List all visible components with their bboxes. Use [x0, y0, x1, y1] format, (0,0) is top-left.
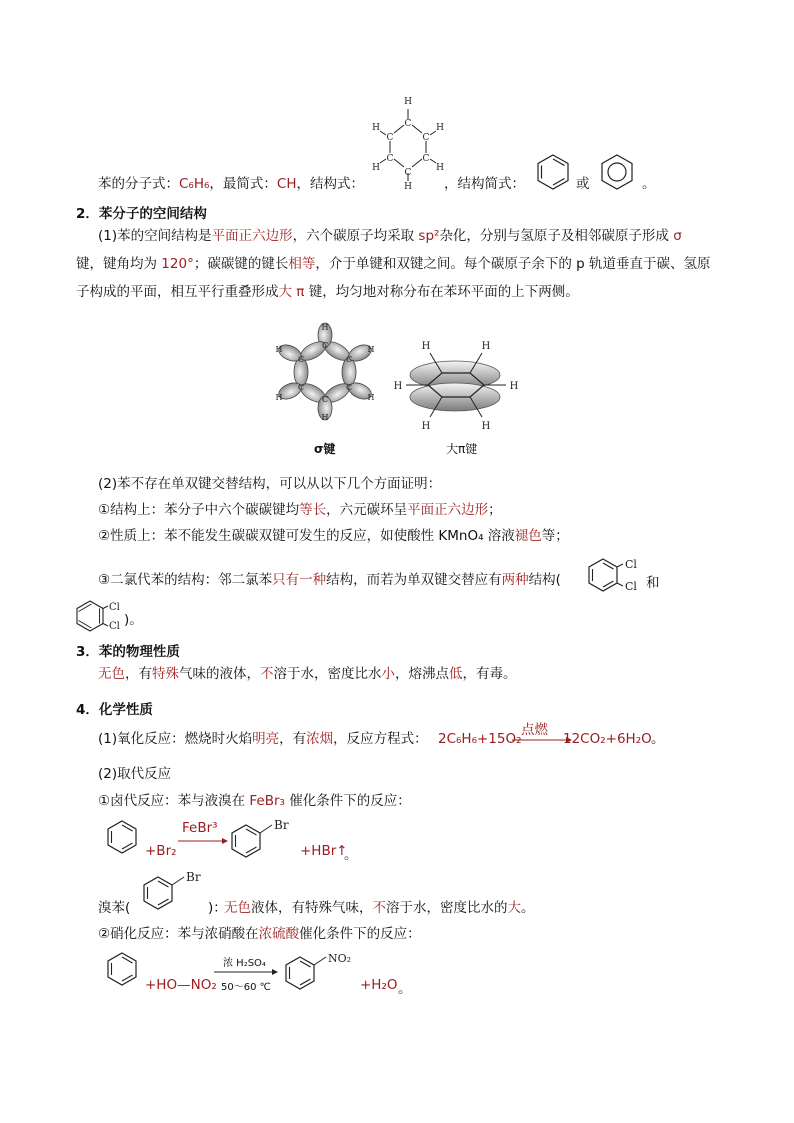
paragraph-line: [98, 920, 421, 948]
benzene-icon: [104, 950, 144, 990]
highlighted-term: 褪色: [514, 528, 542, 544]
highlighted-term: 低: [449, 666, 463, 682]
highlighted-term: 浓硫酸: [258, 926, 300, 942]
paragraph-line: (2)苯不存在单双键交替结构，可以从以下几个方面证明：: [98, 476, 442, 492]
text-run: ，熔沸点: [395, 666, 449, 682]
text-run: 催化条件下的反应：: [284, 793, 411, 809]
atom-h: H: [481, 341, 491, 352]
paragraph-line: [76, 250, 710, 278]
atom-h: H: [275, 345, 283, 354]
atom-h: H: [275, 393, 283, 402]
atom-h: H: [321, 413, 329, 422]
highlighted-term: 等长: [299, 502, 327, 518]
atom-h: H: [404, 182, 412, 192]
bromobenzene-close: )：: [208, 900, 227, 916]
benzene-structural-formula: [372, 93, 452, 192]
text-run: (1)氧化反应：燃烧时火焰: [98, 731, 253, 747]
hbr-byproduct: +HBr↑: [300, 843, 348, 859]
paragraph-line: [98, 222, 682, 250]
atom-c: C: [321, 341, 329, 350]
paragraph-line: [76, 278, 579, 306]
pi-bond-figure: [390, 335, 520, 435]
empirical-formula: CH: [276, 176, 297, 192]
section-heading-structure: 2．苯分子的空间结构: [76, 206, 207, 222]
text-run: 液体，有特殊气味，: [251, 900, 373, 916]
text-run: 结构，而若为单双键交替应有: [326, 572, 502, 588]
bromobenzene-lead: 溴苯(: [98, 900, 131, 916]
text-run: 溶于水，密度比水: [273, 666, 382, 682]
paragraph-line: (2)取代反应: [98, 766, 172, 782]
highlighted-term: 平面正六边形: [407, 502, 489, 518]
section-heading-chemical: 4．化学性质: [76, 702, 153, 718]
highlighted-term: σ: [673, 228, 682, 244]
nitrobenzene-icon: [282, 950, 362, 996]
kekule-benzene-icon: [533, 152, 573, 192]
highlighted-term: 平面正六边形: [211, 228, 293, 244]
chlorine-label: Cl: [625, 580, 637, 593]
text-run: 键，键角均为: [76, 256, 162, 272]
atom-h: H: [372, 123, 380, 133]
bromine-reagent: +Br₂: [145, 843, 177, 859]
atom-c: C: [297, 355, 305, 364]
simplified-formula-label: ，结构简式：: [444, 176, 525, 192]
pi-bond-caption: 大π键: [446, 442, 478, 456]
atom-c: C: [422, 154, 430, 164]
chlorine-label: Cl: [109, 621, 120, 632]
text-run: 。: [521, 900, 535, 916]
catalyst-label: FeBr³: [182, 820, 218, 836]
atom-c: C: [386, 133, 394, 143]
combustion-condition: 点燃: [521, 722, 548, 738]
reaction-arrow: [214, 967, 278, 977]
sigma-bond-caption: σ键: [314, 442, 336, 456]
bromine-label: Br: [274, 818, 289, 832]
section-heading-physical: 3．苯的物理性质: [76, 644, 180, 660]
highlighted-term: 小: [381, 666, 395, 682]
highlighted-term: 不: [372, 900, 386, 916]
paragraph-line: [98, 660, 517, 688]
paragraph-line: [98, 522, 569, 550]
nitro-group-label: NO₂: [328, 952, 352, 965]
chlorine-label: Cl: [109, 602, 120, 613]
aromatic-benzene-icon: [597, 152, 637, 192]
atom-c: C: [345, 355, 353, 364]
text-run: (1)苯的空间结构是: [98, 228, 212, 244]
atom-c: C: [321, 395, 329, 404]
temperature-label: 50～60 ℃: [221, 982, 271, 993]
text-run: ①结构上：苯分子中六个碳碳键均: [98, 502, 300, 518]
text-run: ，有: [125, 666, 152, 682]
highlighted-term: sp²: [418, 228, 440, 244]
nitric-acid-reagent: +HO—NO₂: [145, 977, 217, 993]
highlighted-term: 特殊: [152, 666, 179, 682]
highlighted-term: 浓烟: [306, 731, 334, 747]
text-run: ，六元碳环呈: [326, 502, 408, 518]
molecular-formula: C₆H₆: [179, 176, 210, 192]
highlighted-term: 明亮: [252, 731, 280, 747]
bromobenzene-icon: [228, 818, 298, 864]
highlighted-term: 大: [507, 900, 521, 916]
atom-h: H: [421, 341, 431, 352]
atom-h: H: [509, 381, 519, 392]
highlighted-term: 无色: [224, 900, 251, 916]
period: 。: [642, 176, 656, 192]
text-run: ①卤代反应：苯与液溴在: [98, 793, 250, 809]
text-run: ③二氯代苯的结构：邻二氯苯: [98, 572, 273, 588]
atom-c: C: [386, 154, 394, 164]
text-run: 等；: [541, 528, 569, 544]
text-run: ；: [488, 502, 502, 518]
reaction-arrow: [178, 836, 228, 846]
period: 。: [398, 981, 412, 997]
highlighted-term: 大 π: [278, 284, 305, 300]
combustion-equation-right: 12CO₂+6H₂O: [563, 731, 652, 747]
text-run: ，有毒。: [462, 666, 517, 682]
text-run: ，反应方程式：: [333, 731, 428, 747]
atom-c: C: [404, 119, 412, 129]
atom-h: H: [404, 97, 412, 107]
highlighted-term: 两种: [501, 572, 529, 588]
atom-c: C: [422, 133, 430, 143]
combustion-equation-left: 2C₆H₆+15O₂: [438, 731, 522, 747]
bromobenzene-description: [224, 894, 535, 922]
close-paren: )。: [124, 612, 143, 628]
or-label: 或: [576, 176, 590, 192]
water-byproduct: +H₂O: [360, 977, 398, 993]
dichlorobenzene-kekule: [585, 556, 647, 596]
period: 。: [651, 731, 665, 747]
atom-h: H: [321, 323, 329, 332]
atom-c: C: [345, 383, 353, 392]
text-run: 催化条件下的反应：: [299, 926, 421, 942]
text-run: 结构(: [528, 572, 561, 588]
text-run: ②性质上：苯不能发生碳碳双键可发生的反应，如使酸性 KMnO₄ 溶液: [98, 528, 515, 544]
highlighted-term: 只有一种: [272, 572, 327, 588]
text-run: 子构成的平面，相互平行重叠形成: [76, 284, 279, 300]
benzene-icon: [104, 818, 144, 858]
atom-h: H: [436, 123, 444, 133]
sigma-bond-figure: [265, 310, 385, 430]
text-run: 杂化，分别与氢原子及相邻碳原子形成: [439, 228, 674, 244]
atom-h: H: [481, 421, 491, 432]
chlorine-label: Cl: [625, 558, 637, 571]
benzene-formula-line: 苯的分子式：C₆H₆，最简式：CH，结构式：: [98, 176, 364, 192]
atom-h: H: [436, 163, 444, 173]
text-run: ；碳碳键的键长: [193, 256, 289, 272]
highlighted-term: 不: [260, 666, 274, 682]
text-run: ，有: [279, 731, 307, 747]
atom-h: H: [367, 345, 375, 354]
text-run: ，介于单键和双键之间。每个碳原子余下的 p 轨道垂直于碳、氢原: [315, 256, 711, 272]
bromobenzene-icon: [140, 870, 210, 916]
period: 。: [344, 847, 358, 863]
atom-h: H: [421, 421, 431, 432]
and-label: 和: [646, 575, 660, 591]
paragraph-line: [98, 496, 502, 524]
text-run: 气味的液体，: [179, 666, 260, 682]
highlighted-term: 无色: [98, 666, 125, 682]
text-run: ②硝化反应：苯与浓硝酸在: [98, 926, 259, 942]
highlighted-term: FeBr₃: [249, 793, 285, 809]
text-run: 键，均匀地对称分布在苯环平面的上下两侧。: [304, 284, 579, 300]
paragraph-line: [98, 725, 428, 753]
highlighted-term: 相等: [288, 256, 316, 272]
atom-h: H: [367, 393, 375, 402]
highlighted-term: 120°: [161, 256, 194, 272]
bromine-label: Br: [186, 870, 201, 884]
atom-h: H: [393, 381, 403, 392]
catalyst-label: 浓 H₂SO₄: [223, 958, 266, 969]
text-run: ，六个碳原子均采取: [292, 228, 419, 244]
atom-c: C: [404, 168, 412, 178]
paragraph-line: [98, 787, 411, 815]
text-run: 溶于水，密度比水的: [386, 900, 508, 916]
paragraph-line: [98, 566, 561, 594]
atom-c: C: [297, 383, 305, 392]
atom-h: H: [372, 163, 380, 173]
